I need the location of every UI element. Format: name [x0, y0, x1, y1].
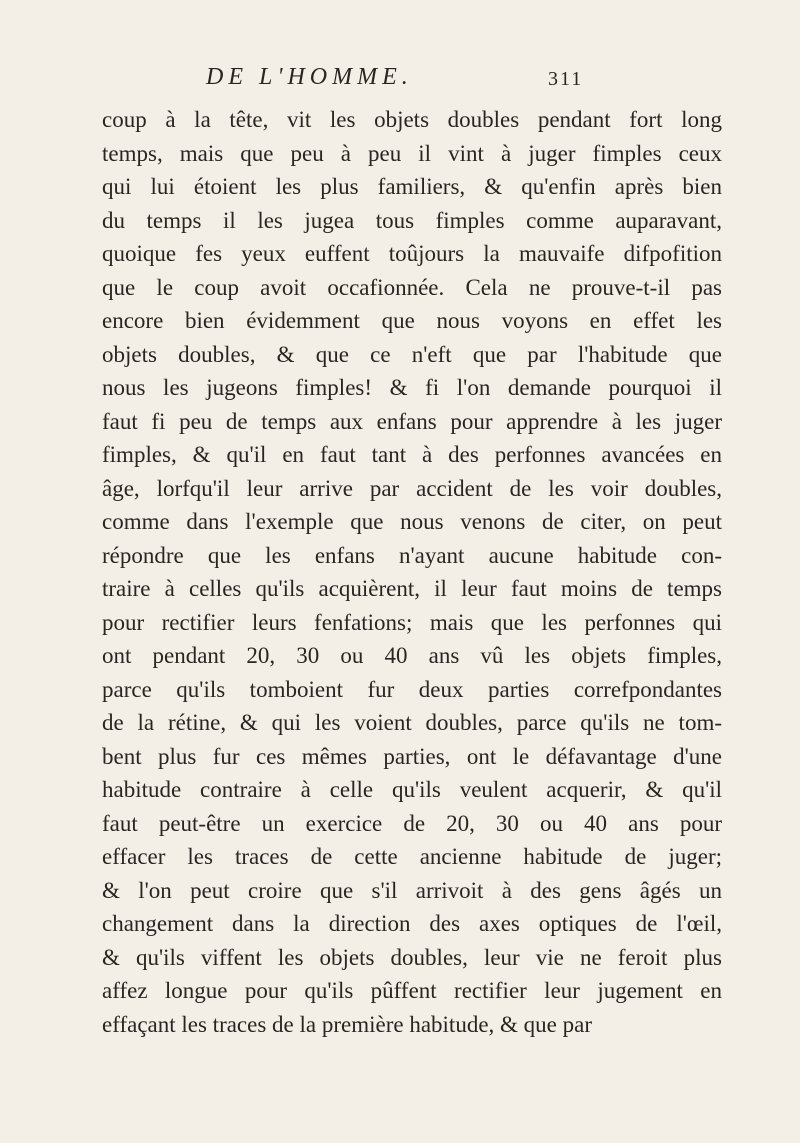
- text-line: âge, lorfqu'il leur arrive par accident de les voir doubles,: [102, 475, 722, 501]
- text-line: ont pendant 20, 30 ou 40 ans vû les objets fimples,: [102, 643, 722, 668]
- text-line: comme dans l'exemple que nous venons de citer, on peut: [102, 509, 722, 534]
- text-line: fimples, & qu'il en faut tant à des perfonnes avancées en: [102, 442, 722, 467]
- text-line: bent plus fur ces mêmes parties, ont le défavantage d'une: [102, 743, 722, 769]
- text-line: quoique fes yeux euffent toûjours la mauvaife difpofition: [102, 241, 722, 266]
- text-line: objets doubles, & que ce n'eft que par l'habitude que: [102, 341, 722, 367]
- text-line: nous les jugeons fimples! & fi l'on demande pourquoi il: [102, 375, 722, 400]
- text-line: faut peut-être un exercice de 20, 30 ou 40 ans pour: [102, 810, 722, 836]
- text-line: coup à la tête, vit les objets doubles pendant fort long: [102, 107, 722, 132]
- text-line: temps, mais que peu à peu il vint à juger fimples ceux: [102, 140, 722, 166]
- text-line: qui lui étoient les plus familiers, & qu'enfin après bien: [102, 174, 722, 199]
- text-line: effaçant les traces de la première habitude, & que par: [102, 1011, 592, 1037]
- text-line: du temps il les jugea tous fimples comme auparavant,: [102, 207, 722, 233]
- text-line: encore bien évidemment que nous voyons en effet les: [102, 308, 722, 333]
- page-number: 311: [548, 68, 584, 90]
- text-line: faut fi peu de temps aux enfans pour apprendre à les juger: [102, 408, 722, 434]
- text-line: & l'on peut croire que s'il arrivoit à des gens âgés un: [102, 877, 722, 903]
- text-line: répondre que les enfans n'ayant aucune habitude con-: [102, 542, 722, 568]
- text-line: habitude contraire à celle qu'ils veulent acquerir, & qu'il: [102, 777, 722, 802]
- text-line: parce qu'ils tomboient fur deux parties correfpondantes: [102, 676, 722, 702]
- text-line: de la rétine, & qui les voient doubles, parce qu'ils ne tom-: [102, 710, 722, 735]
- text-line: changement dans la direction des axes optiques de l'œil,: [102, 911, 722, 936]
- text-line: pour rectifier leurs fenfations; mais que les perfonnes qui: [102, 609, 722, 635]
- text-line: que le coup avoit occafionnée. Cela ne prouve-t-il pas: [102, 274, 722, 300]
- running-head: DE L'HOMME.: [206, 64, 413, 90]
- text-line: traire à celles qu'ils acquièrent, il leur faut moins de temps: [102, 576, 722, 601]
- page-header: [206, 64, 626, 104]
- text-line: affez longue pour qu'ils pûffent rectifier leur jugement en: [102, 978, 722, 1003]
- text-line: effacer les traces de cette ancienne habitude de juger;: [102, 844, 722, 869]
- body-text: [102, 103, 722, 1041]
- text-line: & qu'ils viffent les objets doubles, leur vie ne feroit plus: [102, 944, 722, 970]
